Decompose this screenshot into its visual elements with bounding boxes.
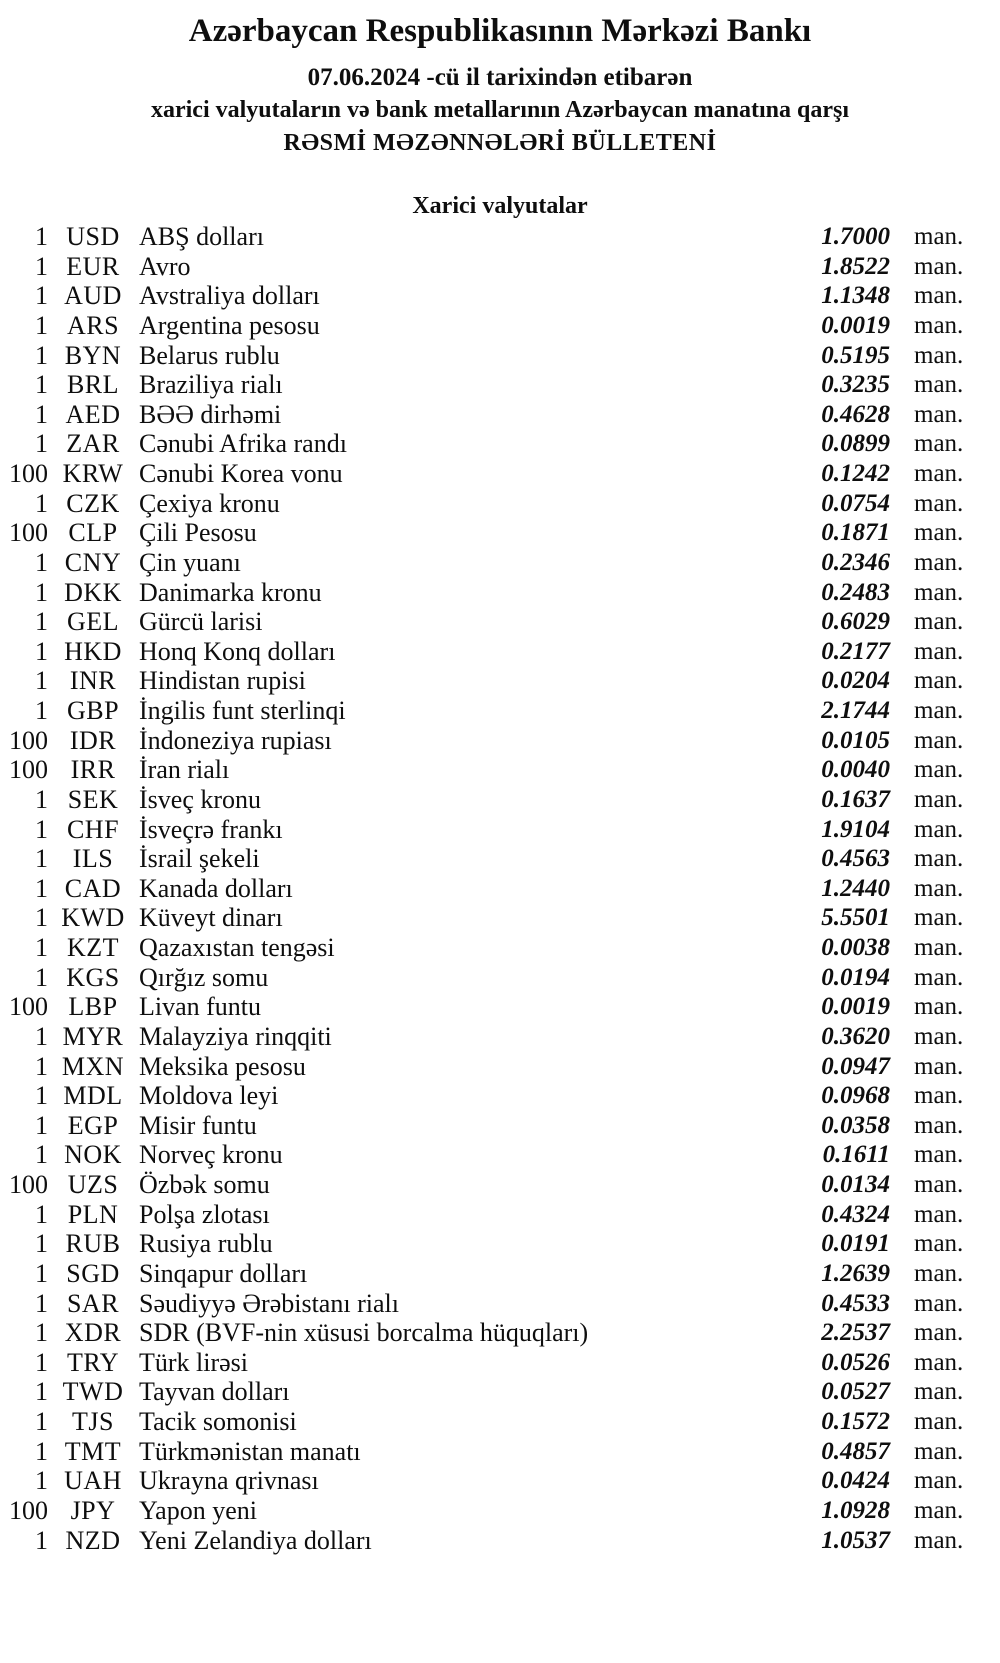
table-row [0,1052,1000,1082]
table-row [0,1526,1000,1556]
nominal-quantity: 1 [35,370,48,400]
nominal-quantity: 1 [35,1110,48,1140]
rate-value: 0.4533 [821,1289,890,1317]
rate-value: 0.0754 [821,489,890,517]
table-row [0,696,1000,726]
currency-name: Malayziya rinqqiti [139,1021,332,1051]
currency-code: XDR [64,1318,122,1348]
rate-value: 0.0019 [821,993,890,1021]
currency-code: HKD [64,636,122,666]
rate-value: 0.6029 [821,608,890,636]
bank-title: Azərbaycan Respublikasının Mərkəzi Bankı [188,13,812,49]
currency-name: Çin yuanı [139,547,241,577]
table-row [0,1289,1000,1319]
bulletin-title: RƏSMİ MƏZƏNNƏLƏRİ BÜLLETENİ [283,130,717,156]
table-row [0,903,1000,933]
rate-value: 0.0947 [821,1052,890,1080]
nominal-quantity: 100 [9,725,48,755]
rate-value: 0.0526 [821,1348,890,1376]
rate-value: 0.0204 [821,667,890,695]
rate-value: 0.0105 [821,726,890,754]
table-row [0,874,1000,904]
table-row [0,726,1000,756]
currency-code: TRY [66,1347,120,1377]
table-row [0,755,1000,785]
nominal-quantity: 1 [35,1377,48,1407]
table-row [0,548,1000,578]
rate-value: 2.2537 [821,1319,890,1347]
table-row [0,963,1000,993]
nominal-quantity: 1 [35,1347,48,1377]
currency-name: SDR (BVF-nin xüsusi borcalma hüquqları) [139,1318,589,1348]
rate-value: 1.8522 [821,252,890,280]
currency-name: Yapon yeni [139,1495,257,1525]
subtitle-line: xarici valyutaların və bank metallarının Azərbaycan manatına qarşı [150,97,849,123]
currency-name: Səudiyyə Ərəbistanı rialı [139,1288,399,1318]
table-row [0,489,1000,519]
rate-value: 0.0040 [821,756,890,784]
nominal-quantity: 1 [35,962,48,992]
nominal-quantity: 100 [9,1170,48,1199]
nominal-quantity: 1 [35,1318,48,1348]
currency-code: TWD [62,1377,124,1407]
nominal-quantity: 100 [9,992,48,1022]
currency-name: Danimarka kronu [139,577,322,607]
table-row [0,1437,1000,1467]
table-row [0,311,1000,341]
unit-label: man. [914,341,964,369]
nominal-quantity: 1 [35,222,48,251]
currency-code: SAR [66,1288,120,1318]
rate-value: 1.0928 [821,1496,890,1524]
nominal-quantity: 1 [35,1407,48,1436]
nominal-quantity: 1 [35,399,48,429]
table-row [0,1200,1000,1230]
currency-code: NOK [64,1140,122,1170]
currency-name: İsveç kronu [139,784,262,814]
table-row [0,1111,1000,1141]
unit-label: man. [914,1526,964,1554]
rate-value: 0.4563 [821,845,890,873]
currency-name: Gürcü larisi [139,607,263,637]
table-row [0,1170,1000,1200]
currency-code: EGP [67,1110,119,1140]
table-row [0,281,1000,311]
table-row [0,252,1000,282]
unit-label: man. [914,1496,964,1524]
currency-code: MXN [61,1051,125,1081]
table-row [0,1022,1000,1052]
nominal-quantity: 1 [35,577,48,607]
unit-label: man. [914,1259,964,1287]
currency-name: Polşa zlotası [139,1199,270,1229]
unit-label: man. [914,430,964,458]
rate-value: 0.2346 [821,548,890,576]
rate-value: 0.1871 [821,519,890,547]
nominal-quantity: 1 [35,251,48,281]
currency-code: USD [66,222,120,251]
rate-value: 1.2440 [821,874,890,902]
unit-label: man. [914,637,964,665]
nominal-quantity: 1 [35,784,48,814]
currency-name: BƏƏ dirhəmi [139,399,282,429]
unit-label: man. [914,223,964,250]
currency-code: JPY [70,1495,116,1525]
currency-name: Braziliya rialı [139,370,283,400]
rate-value: 0.0358 [821,1111,890,1139]
currency-code: IRR [70,755,116,785]
currency-name: İndoneziya rupiası [139,725,332,755]
table-row [0,1496,1000,1526]
nominal-quantity: 1 [35,1229,48,1259]
currency-code: ZAR [66,429,120,459]
currency-name: Norveç kronu [139,1140,283,1170]
currency-code: PLN [67,1199,119,1229]
currency-code: UAH [64,1466,122,1496]
nominal-quantity: 100 [9,459,48,488]
currency-name: İran rialı [139,755,230,785]
nominal-quantity: 1 [35,666,48,696]
rate-value: 0.3620 [821,1022,890,1050]
unit-label: man. [914,697,964,724]
currency-code: ILS [72,844,114,874]
unit-label: man. [914,400,964,428]
unit-label: man. [914,1348,964,1376]
currency-name: Honq Konq dolları [139,636,336,666]
currency-name: Çexiya kronu [139,488,280,518]
currency-name: Cənubi Afrika randı [139,429,347,459]
table-row [0,1407,1000,1437]
rate-value: 1.9104 [821,815,890,843]
rate-value: 0.0424 [821,1467,890,1495]
table-row [0,1081,1000,1111]
table-row [0,1348,1000,1378]
currency-code: TMT [64,1436,122,1466]
nominal-quantity: 1 [35,1436,48,1466]
exchange-rates-table [0,222,1000,1555]
unit-label: man. [914,1052,964,1080]
currency-name: Ukrayna qrivnası [139,1466,319,1496]
unit-label: man. [914,1171,964,1198]
currency-name: Küveyt dinarı [139,903,283,933]
nominal-quantity: 1 [35,933,48,962]
nominal-quantity: 1 [35,1258,48,1288]
rate-value: 0.5195 [821,341,890,369]
table-row [0,607,1000,637]
unit-label: man. [914,578,964,606]
table-row [0,459,1000,489]
rate-value: 5.5501 [821,904,890,932]
currency-code: DKK [64,577,122,607]
nominal-quantity: 1 [35,844,48,874]
table-row [0,1466,1000,1496]
nominal-quantity: 1 [35,903,48,933]
nominal-quantity: 1 [35,1081,48,1111]
currency-name: ABŞ dolları [139,222,264,251]
unit-label: man. [914,1378,964,1406]
rate-value: 0.3235 [821,371,890,399]
currency-code: RUB [65,1229,121,1259]
nominal-quantity: 1 [35,310,48,340]
table-row [0,815,1000,845]
table-row [0,1229,1000,1259]
rate-value: 1.0537 [821,1526,890,1554]
unit-label: man. [914,726,964,754]
rate-value: 0.0038 [821,934,890,961]
currency-code: SEK [67,784,119,814]
currency-code: SGD [66,1258,120,1288]
rate-value: 1.2639 [821,1259,890,1287]
currency-code: NZD [65,1525,121,1555]
nominal-quantity: 1 [35,1051,48,1081]
nominal-quantity: 1 [35,1199,48,1229]
rate-value: 1.1348 [821,282,890,310]
nominal-quantity: 1 [35,1288,48,1318]
unit-label: man. [914,1082,964,1110]
nominal-quantity: 1 [35,636,48,666]
nominal-quantity: 100 [9,755,48,785]
unit-label: man. [914,667,964,695]
rate-value: 0.0191 [821,1230,890,1258]
currency-name: Kanada dolları [139,873,293,903]
unit-label: man. [914,874,964,902]
currency-name: Avro [139,251,191,281]
nominal-quantity: 1 [35,1525,48,1555]
unit-label: man. [914,756,964,784]
unit-label: man. [914,963,964,991]
table-row [0,429,1000,459]
unit-label: man. [914,904,964,932]
currency-name: Misir funtu [139,1110,257,1140]
nominal-quantity: 1 [35,547,48,577]
currency-code: MDL [63,1081,123,1111]
currency-code: IDR [69,725,117,755]
nominal-quantity: 1 [35,429,48,459]
rate-value: 0.0899 [821,430,890,458]
rate-value: 0.1611 [822,1141,890,1169]
unit-label: man. [914,785,964,813]
currency-code: KRW [62,459,124,488]
unit-label: man. [914,1111,964,1139]
table-row [0,844,1000,874]
unit-label: man. [914,1467,964,1495]
currency-name: Tayvan dolları [139,1377,290,1407]
rate-value: 0.0968 [821,1082,890,1110]
nominal-quantity: 1 [35,873,48,903]
nominal-quantity: 1 [35,1466,48,1496]
currency-name: Moldova leyi [139,1081,279,1111]
table-row [0,666,1000,696]
unit-label: man. [914,519,964,547]
currency-name: Rusiya rublu [139,1229,273,1259]
rate-value: 1.7000 [821,223,890,250]
currency-name: Cənubi Korea vonu [139,459,343,488]
unit-label: man. [914,845,964,873]
rate-value: 0.0019 [821,311,890,339]
unit-label: man. [914,311,964,339]
currency-code: GEL [66,607,120,637]
currency-code: UZS [67,1170,119,1199]
currency-name: Çili Pesosu [139,518,257,548]
unit-label: man. [914,934,964,961]
unit-label: man. [914,1200,964,1228]
nominal-quantity: 1 [35,696,48,725]
currency-code: ARS [66,310,120,340]
currency-name: İsveçrə frankı [139,814,283,844]
currency-name: Belarus rublu [139,340,280,370]
currency-code: EUR [66,251,120,281]
unit-label: man. [914,371,964,399]
currency-name: Qırğız somu [139,962,269,992]
effective-date-line: 07.06.2024 -cü il tarixindən etibarən [307,64,693,91]
currency-code: CLP [68,518,118,548]
table-row [0,992,1000,1022]
unit-label: man. [914,993,964,1021]
currency-name: Livan funtu [139,992,262,1022]
table-row [0,341,1000,371]
unit-label: man. [914,608,964,636]
rate-value: 0.1242 [821,460,890,487]
table-row [0,370,1000,400]
currency-name: Qazaxıstan tengəsi [139,933,335,962]
nominal-quantity: 1 [35,607,48,637]
currency-name: Avstraliya dolları [139,281,320,311]
currency-code: KWD [61,903,125,933]
currency-code: BYN [64,340,122,370]
currency-name: Yeni Zelandiya dolları [139,1525,372,1555]
table-row [0,1140,1000,1170]
currency-name: İngilis funt sterlinqi [139,696,346,725]
unit-label: man. [914,815,964,843]
currency-name: İsrail şekeli [139,844,260,874]
rate-value: 0.2483 [821,578,890,606]
currency-code: KGS [66,962,120,992]
nominal-quantity: 1 [35,1140,48,1170]
table-row [0,1377,1000,1407]
currency-code: GBP [66,696,120,725]
nominal-quantity: 1 [35,281,48,311]
table-row [0,222,1000,252]
currency-code: TJS [72,1407,114,1436]
rate-value: 0.1637 [821,785,890,813]
currency-code: CNY [64,547,122,577]
nominal-quantity: 1 [35,488,48,518]
unit-label: man. [914,1230,964,1258]
currency-code: CZK [66,488,120,518]
rate-value: 0.4628 [821,400,890,428]
currency-code: INR [69,666,117,696]
table-row [0,785,1000,815]
unit-label: man. [914,1289,964,1317]
nominal-quantity: 1 [35,340,48,370]
rate-value: 0.2177 [821,637,890,665]
currency-name: Tacik somonisi [139,1407,297,1436]
rate-value: 0.0134 [821,1171,890,1198]
unit-label: man. [914,1437,964,1465]
nominal-quantity: 1 [35,814,48,844]
table-row [0,400,1000,430]
table-row [0,1318,1000,1348]
currency-name: Argentina pesosu [139,310,320,340]
unit-label: man. [914,282,964,310]
rate-value: 0.4324 [821,1200,890,1228]
currency-code: BRL [66,370,120,400]
section-title-foreign-currencies: Xarici valyutalar [412,193,588,219]
nominal-quantity: 1 [35,1021,48,1051]
unit-label: man. [914,1319,964,1347]
currency-code: AED [65,399,121,429]
unit-label: man. [914,489,964,517]
currency-name: Hindistan rupisi [139,666,306,696]
currency-name: Türk lirəsi [139,1347,249,1377]
currency-name: Meksika pesosu [139,1051,306,1081]
table-row [0,637,1000,667]
table-row [0,518,1000,548]
currency-name: Sinqapur dolları [139,1258,308,1288]
unit-label: man. [914,1408,964,1435]
currency-code: LBP [68,992,118,1022]
unit-label: man. [914,548,964,576]
currency-name: Özbək somu [139,1170,270,1199]
table-row [0,933,1000,963]
currency-code: CHF [66,814,120,844]
currency-code: CAD [64,873,122,903]
table-row [0,578,1000,608]
currency-name: Türkmənistan manatı [139,1436,361,1466]
unit-label: man. [914,1141,964,1169]
nominal-quantity: 100 [9,518,48,548]
nominal-quantity: 100 [9,1495,48,1525]
rate-value: 0.1572 [821,1408,890,1435]
table-row [0,1259,1000,1289]
unit-label: man. [914,460,964,487]
rate-value: 2.1744 [821,697,890,724]
currency-code: AUD [64,281,122,311]
rate-value: 0.0527 [821,1378,890,1406]
unit-label: man. [914,252,964,280]
currency-code: MYR [62,1021,124,1051]
rate-value: 0.4857 [821,1437,890,1465]
currency-code: KZT [66,933,120,962]
unit-label: man. [914,1022,964,1050]
rate-value: 0.0194 [821,963,890,991]
